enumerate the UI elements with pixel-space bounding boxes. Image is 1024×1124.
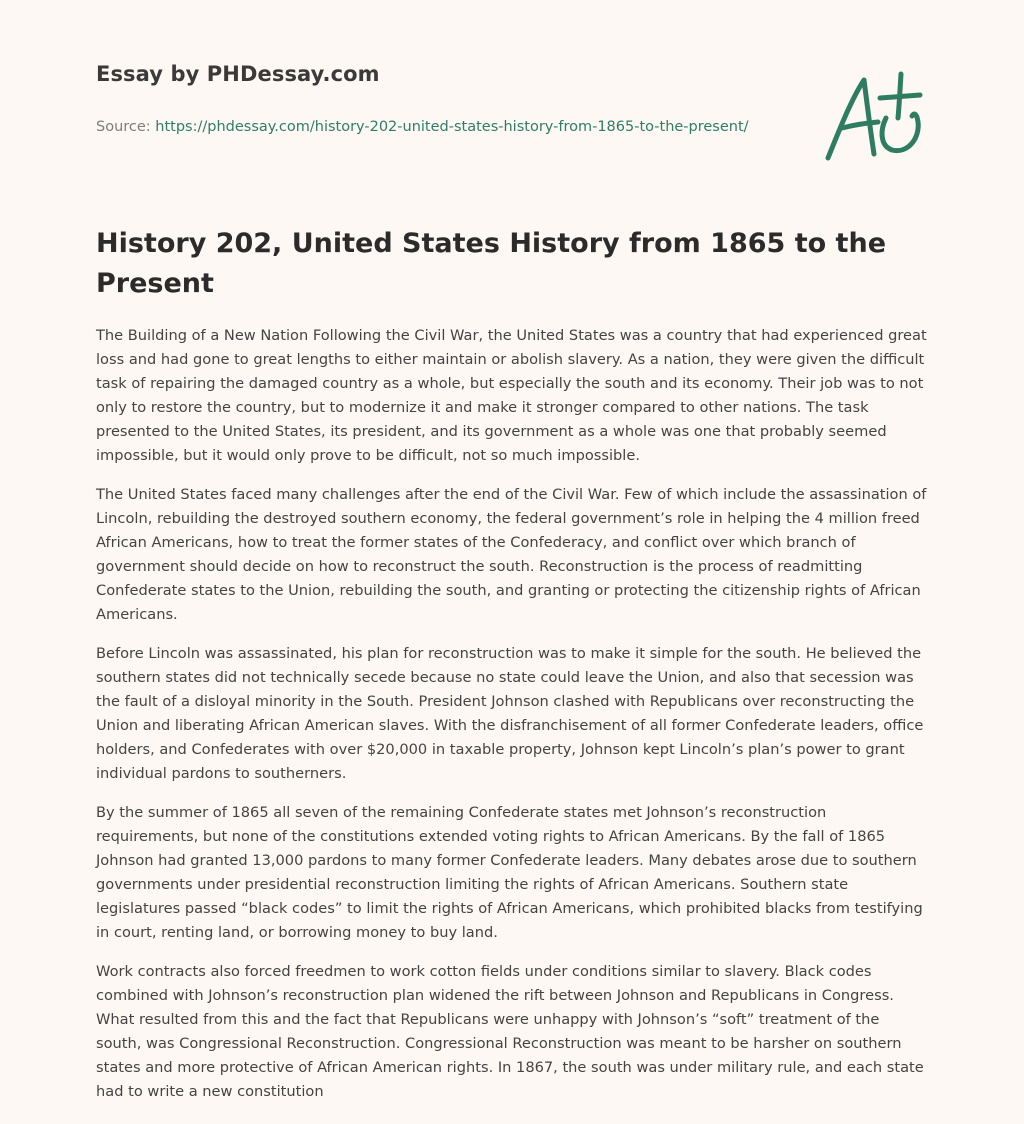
paragraph: Work contracts also forced freedmen to work cotton fields under conditions similar to slavery. Black codes combined with Johnson’s reconstruction plan widened the rift between Johnson and Republicans in Congress. What resulted from this and the fact that Republicans were unhappy with Johnson’s “soft” treatment of the south, was Congressional Reconstruction. Congressional Reconstruction was meant to be harsher on southern states and more protective of African American rights. In 1867, the south was under military rule, and each state had to write a new constitution: [96, 963, 924, 1100]
source-label: Source:: [96, 119, 151, 135]
essay-title: History 202, United States History from 1865 to the Present: [96, 228, 887, 299]
paragraph: By the summer of 1865 all seven of the remaining Confederate states met Johnson’s reconstruction requirements, but none of the constitutions extended voting rights to African Americans. By the fall of 1865 Johnson had granted 13,000 pardons to many former Confederate leaders. Many debates arose due to southern governments under presidential reconstruction limiting the rights of African Americans. Southern state legislatures passed “black codes” to limit the rights of African Americans, which prohibited blacks from testifying in court, renting land, or borrowing money to buy land.: [96, 804, 923, 941]
brand-name: Essay by PHDessay.com: [96, 62, 380, 86]
source-line: [96, 116, 756, 139]
header: [96, 62, 756, 139]
a-plus-grade-icon: [820, 68, 928, 164]
paragraph: The Building of a New Nation Following the Civil War, the United States was a country that had experienced great loss and had gone to great lengths to either maintain or abolish slavery. As a nation, they were given the difficult task of repairing the damaged country as a whole, but especially the south and its economy. Their job was to not only to restore the country, but to modernize it and make it stronger compared to other nations. The task presented to the United States, its president, and its government as a whole was one that probably seemed impossible, but it would only prove to be difficult, not so much impossible.: [96, 327, 927, 464]
essay-body: [96, 324, 928, 1119]
paragraph: The United States faced many challenges after the end of the Civil War. Few of which include the assassination of Lincoln, rebuilding the destroyed southern economy, the federal government’s role in helping the 4 million freed African Americans, how to treat the former states of the Confederacy, and conflict over which branch of government should decide on how to reconstruct the south. Reconstruction is the process of readmitting Confederate states to the Union, rebuilding the south, and granting or protecting the citizenship rights of African Americans.: [96, 486, 927, 623]
source-link[interactable]: https://phdessay.com/history-202-united-states-history-from-1865-to-the-present/: [155, 119, 749, 135]
paragraph: Before Lincoln was assassinated, his plan for reconstruction was to make it simple for the south. He believed the southern states did not technically secede because no state could leave the Union, and also that secession was the fault of a disloyal minority in the South. President Johnson clashed with Republicans over reconstructing the Union and liberating African American slaves. With the disfranchisement of all former Confederate leaders, office holders, and Confederates with over $20,000 in taxable property, Johnson kept Lincoln’s plan’s power to grant individual pardons to southerners.: [96, 645, 924, 782]
